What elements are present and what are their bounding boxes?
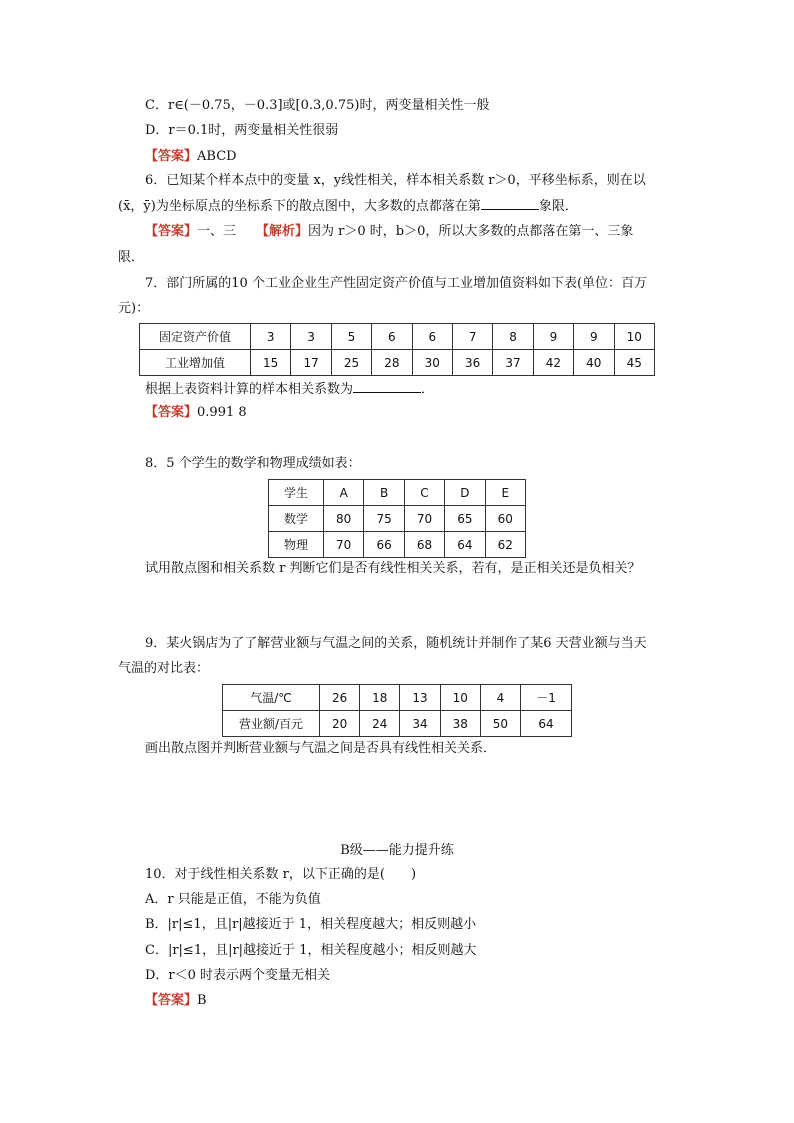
table-cell: 15 — [251, 350, 291, 376]
section-title: B级——能力提升练 — [340, 843, 454, 858]
table-cell: 8 — [493, 324, 533, 350]
q9-after: 画出散点图并判断营业额与气温之间是否具有线性相关关系． — [145, 741, 497, 756]
answer-text: 一、三 — [197, 224, 237, 239]
q6-stem-line1: 6．已知某个样本点中的变量 x，y线性相关，样本相关系数 r＞0，平移坐标系，则在以 — [145, 173, 646, 188]
q10-stem: 10．对于线性相关系数 r，以下正确的是( ) — [145, 867, 417, 882]
table-cell: 66 — [364, 532, 404, 558]
q5-option-c: C．r∈(－0.75，－0.3]或[0.3,0.75)时，两变量相关性一般 — [145, 98, 490, 113]
table-row — [140, 350, 655, 376]
answer-label: 【答案】 — [145, 993, 198, 1008]
table-header-row — [269, 480, 526, 506]
table-row — [223, 685, 572, 711]
q5-option-d: D．r＝0.1时，两变量相关性很弱 — [145, 123, 339, 138]
q8-table — [268, 479, 526, 558]
table-cell: 38 — [440, 711, 480, 737]
table-cell: 80 — [324, 506, 364, 532]
table-cell: 45 — [614, 350, 654, 376]
table-header: B — [364, 480, 404, 506]
table-header: C — [404, 480, 444, 506]
answer-blank — [481, 197, 539, 210]
answer-text: B — [197, 993, 207, 1008]
analysis-label: 【解析】 — [256, 224, 309, 239]
answer-text: ABCD — [197, 149, 237, 164]
table-cell: 18 — [360, 685, 400, 711]
q7-after — [145, 380, 434, 399]
table-cell: 65 — [445, 506, 485, 532]
q7-table — [139, 323, 655, 376]
table-cell: 34 — [400, 711, 440, 737]
q6-stem-line2-text: (x̄，ȳ)为坐标原点的坐标系下的散点图中，大多数的点都落在第 — [118, 199, 481, 214]
q9-stem-line2: 气温的对比表： — [118, 661, 210, 676]
table-cell: 5 — [331, 324, 371, 350]
q10-answer — [145, 992, 207, 1010]
q7-answer — [145, 404, 247, 422]
table-row — [269, 506, 526, 532]
table-row — [140, 324, 655, 350]
q10-option-a: A．r 只能是正值，不能为负值 — [145, 892, 321, 907]
table-cell: 13 — [400, 685, 440, 711]
table-cell: 62 — [485, 532, 525, 558]
table-row-header: 营业额/百元 — [223, 711, 320, 737]
table-cell: 60 — [485, 506, 525, 532]
answer-label: 【答案】 — [145, 149, 198, 164]
table-cell: 10 — [440, 685, 480, 711]
answer-text: 0.991 8 — [197, 405, 247, 420]
q10-option-c: C．|r|≤1，且|r|越接近于 1，相关程度越小；相反则越大 — [145, 943, 477, 958]
table-cell: 37 — [493, 350, 533, 376]
table-cell: 3 — [291, 324, 331, 350]
table-cell: 64 — [521, 711, 572, 737]
q6-stem-line2 — [118, 197, 578, 216]
table-cell: 26 — [320, 685, 360, 711]
table-cell: 70 — [404, 506, 444, 532]
table-row-header: 工业增加值 — [140, 350, 251, 376]
table-header: D — [445, 480, 485, 506]
table-row — [223, 711, 572, 737]
q6-answer — [145, 223, 633, 241]
table-cell: 25 — [331, 350, 371, 376]
table-row-header: 气温/℃ — [223, 685, 320, 711]
table-cell: 68 — [404, 532, 444, 558]
table-cell: 6 — [412, 324, 452, 350]
table-cell: 75 — [364, 506, 404, 532]
q6-analysis-line2: 限． — [118, 250, 145, 265]
table-cell: 10 — [614, 324, 654, 350]
table-cell: 7 — [452, 324, 492, 350]
table-cell: 28 — [372, 350, 412, 376]
table-row-header: 数学 — [269, 506, 324, 532]
table-header: E — [485, 480, 525, 506]
table-cell: 24 — [360, 711, 400, 737]
q10-option-b: B．|r|≤1，且|r|越接近于 1，相关程度越大；相反则越小 — [145, 917, 477, 932]
answer-label: 【答案】 — [145, 405, 198, 420]
table-row-header: 固定资产价值 — [140, 324, 251, 350]
table-cell: 6 — [372, 324, 412, 350]
table-cell: 4 — [480, 685, 520, 711]
table-cell: 20 — [320, 711, 360, 737]
q8-stem: 8．5 个学生的数学和物理成绩如表： — [145, 456, 361, 471]
table-row-header: 物理 — [269, 532, 324, 558]
analysis-text: 因为 r＞0 时，b＞0，所以大多数的点都落在第一、三象 — [308, 224, 634, 239]
q7-after-text: 根据上表资料计算的样本相关系数为 — [145, 382, 354, 397]
answer-blank — [353, 380, 421, 393]
q6-stem-line2-end: 象限． — [538, 199, 578, 214]
table-cell: 40 — [574, 350, 614, 376]
table-header: A — [324, 480, 364, 506]
q9-table — [222, 684, 572, 737]
table-cell: 9 — [533, 324, 573, 350]
table-cell: 64 — [445, 532, 485, 558]
table-cell: －1 — [521, 685, 572, 711]
table-cell: 30 — [412, 350, 452, 376]
q7-after-end: ． — [421, 382, 435, 397]
table-cell: 36 — [452, 350, 492, 376]
q7-stem-line1: 7．部门所属的10 个工业企业生产性固定资产价值与工业增加值资料如下表(单位：百万 — [145, 276, 648, 291]
table-cell: 9 — [574, 324, 614, 350]
table-cell: 42 — [533, 350, 573, 376]
table-cell: 70 — [324, 532, 364, 558]
table-cell: 17 — [291, 350, 331, 376]
table-row — [269, 532, 526, 558]
table-cell: 3 — [251, 324, 291, 350]
answer-label: 【答案】 — [145, 224, 198, 239]
q10-option-d: D．r＜0 时表示两个变量无相关 — [145, 968, 331, 983]
q8-after: 试用散点图和相关系数 r 判断它们是否有线性相关关系，若有，是正相关还是负相关？ — [145, 561, 641, 576]
table-cell: 50 — [480, 711, 520, 737]
q9-stem-line1: 9．某火锅店为了了解营业额与气温之间的关系，随机统计并制作了某6 天营业额与当天 — [145, 636, 647, 651]
table-header: 学生 — [269, 480, 324, 506]
q5-answer — [145, 148, 237, 166]
q7-stem-line2: 元)： — [118, 301, 150, 316]
